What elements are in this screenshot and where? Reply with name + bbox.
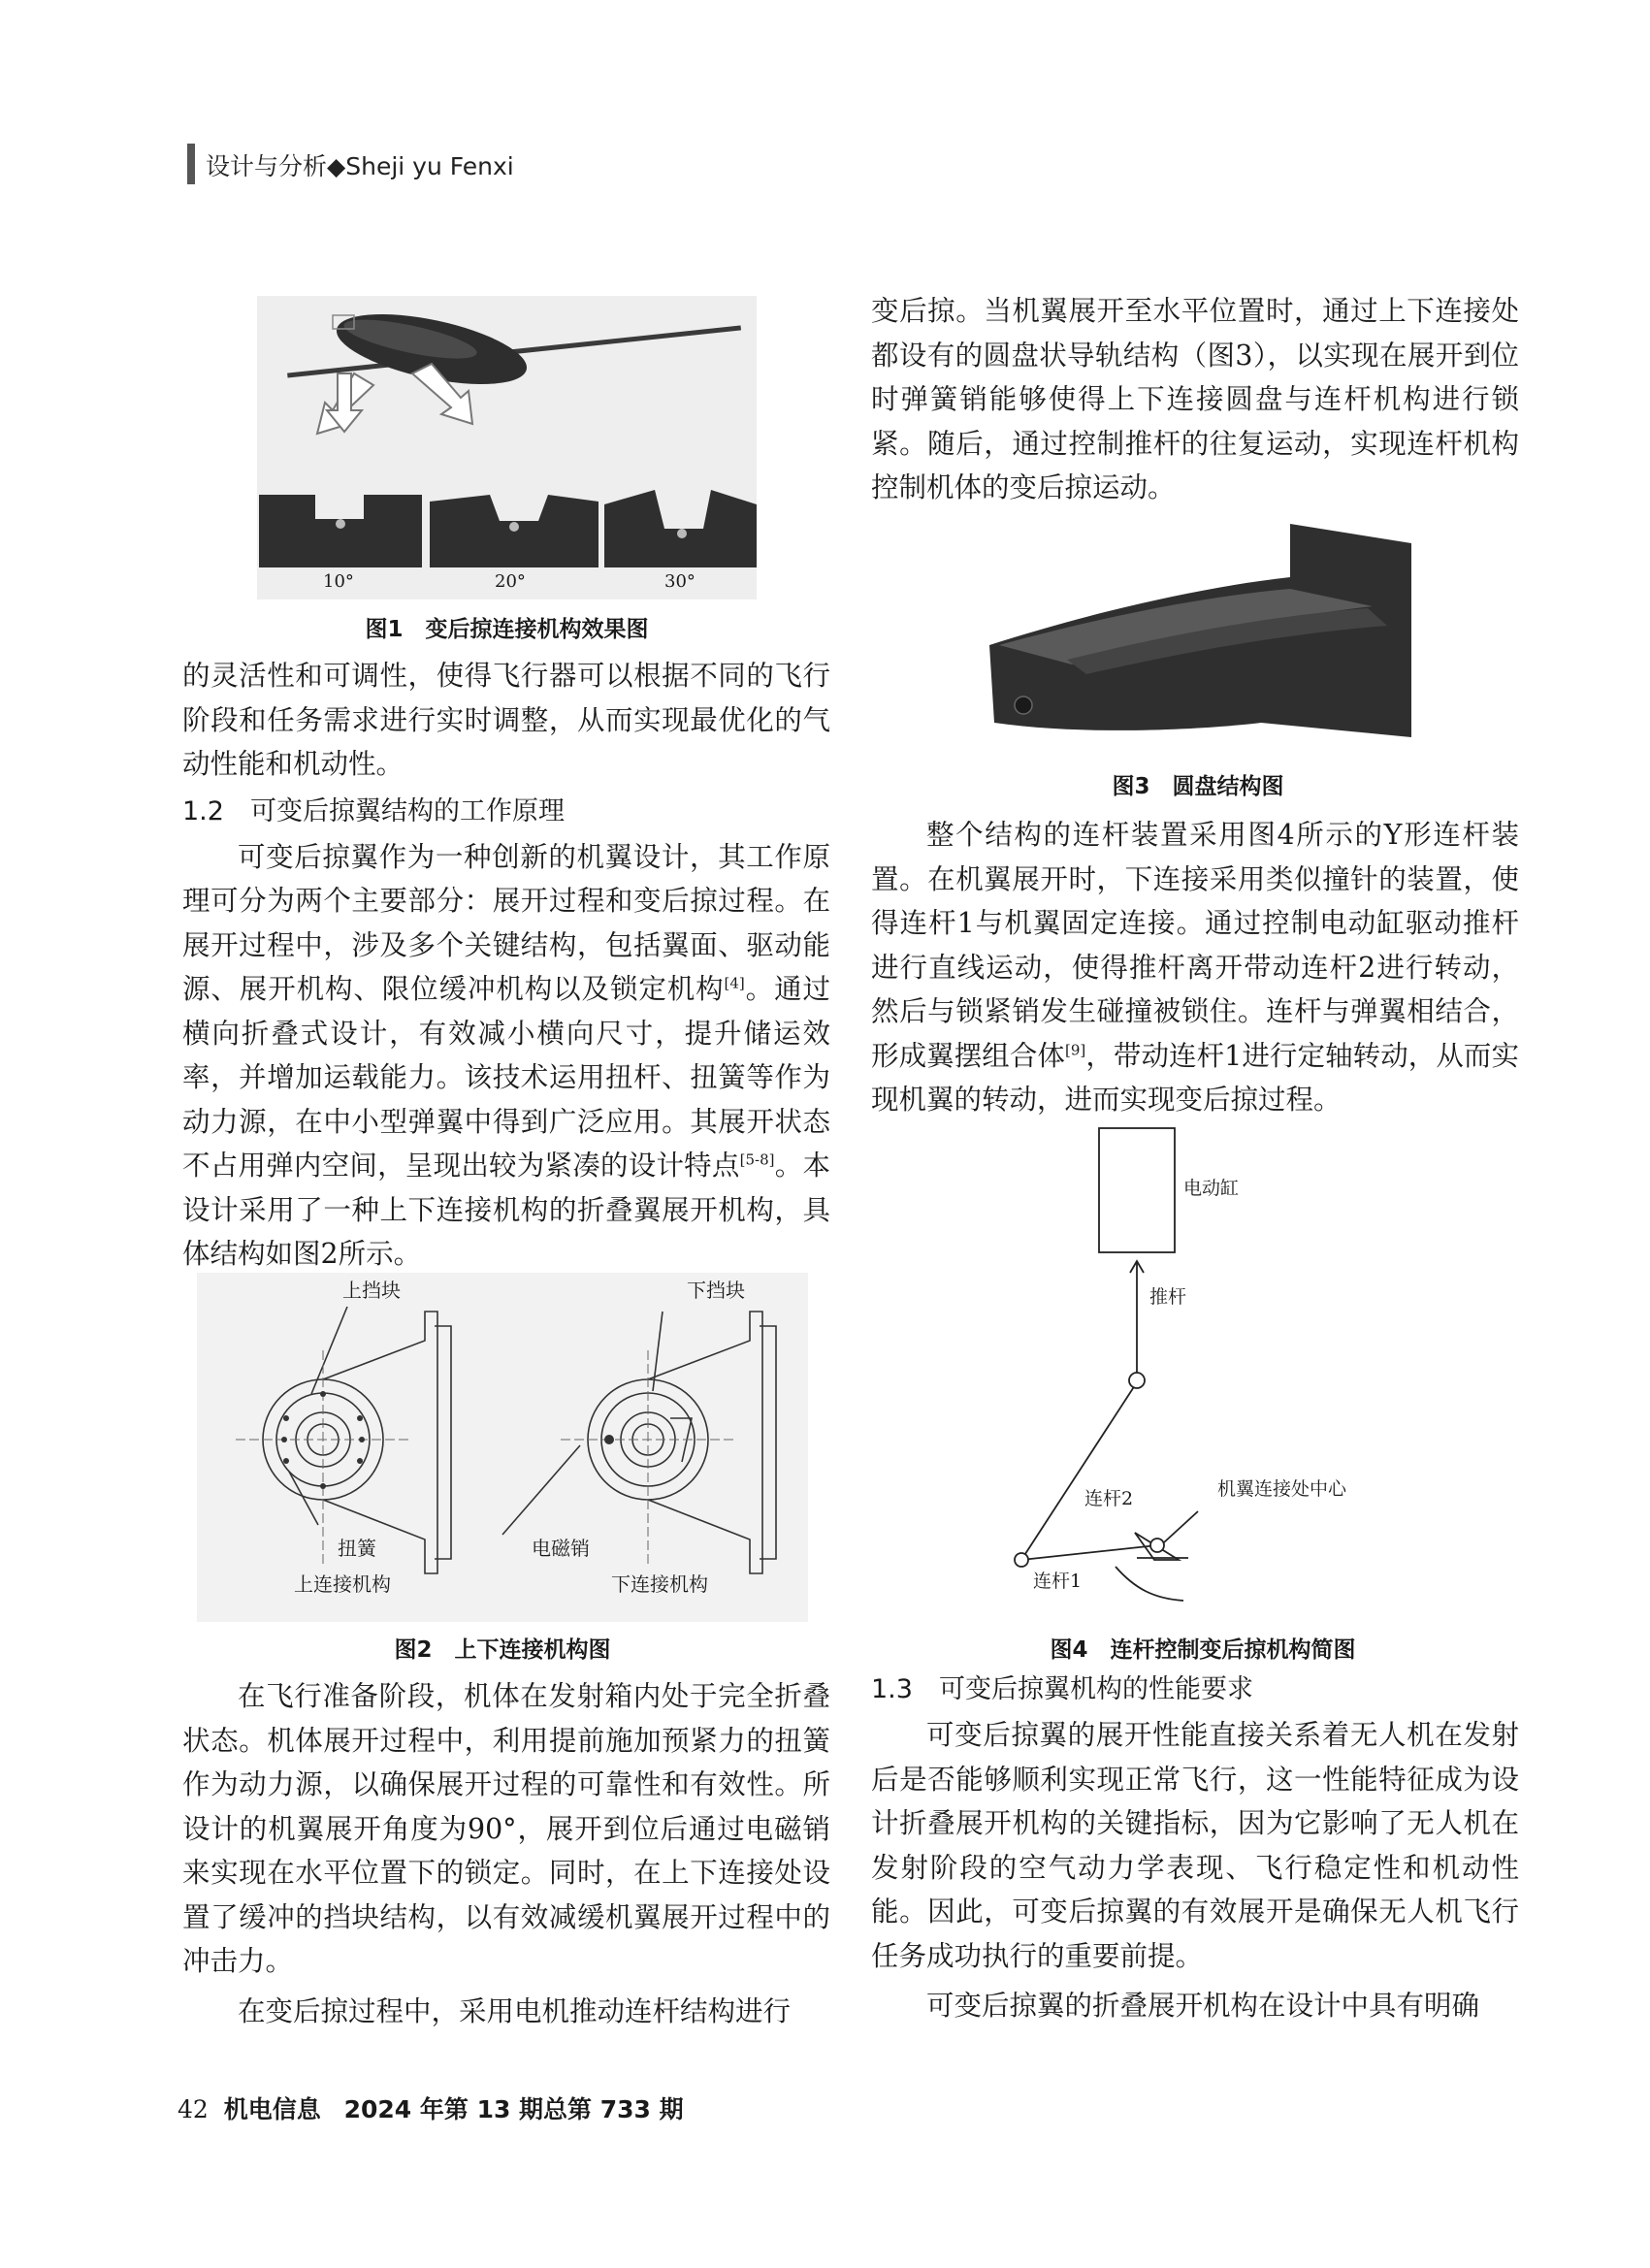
figure1-image xyxy=(257,296,757,599)
figure4-caption: 图4 连杆控制变后掠机构简图 xyxy=(1050,1637,1356,1663)
right-para3: 可变后掠翼的展开性能直接关系着无人机在发射后是否能够顺利实现正常飞行，这一性能特征成为设计折叠展开机构的关键指标，因为它影响了无人机在发射阶段的空气动力学表现、飞行稳定性和机动性能。因此，可变后掠翼的有效展开是确保无人机飞行任务成功执行的重要前提。 xyxy=(871,1719,1519,1972)
citation-9: [9] xyxy=(1065,1041,1086,1058)
left-para3: 在飞行准备阶段，机体在发射箱内处于完全折叠状态。机体展开过程中，利用提前施加预紧力的扭簧作为动力源，以确保展开过程的可靠性和有效性。所设计的机翼展开角度为90°，展开到位后通过电磁销来实现在水平位置下的锁定。同时，在上下连接处设置了缓冲的挡块结构，以有效减缓机翼展开过程中的冲击力。 xyxy=(182,1680,830,1977)
figure2-image xyxy=(197,1273,808,1622)
left-para1: 的灵活性和可调性，使得飞行器可以根据不同的飞行阶段和任务需求进行实时调整，从而实现最优化的气动性能和机动性。 xyxy=(182,660,830,780)
fig2-label-upper-mech: 上连接机构 xyxy=(294,1572,391,1596)
figure3-image xyxy=(980,519,1416,757)
section-1-3-heading: 1.3 可变后掠翼机构的性能要求 xyxy=(871,1674,1253,1704)
fig1-angle-20: 20° xyxy=(495,571,526,592)
right-para1: 变后掠。当机翼展开至水平位置时，通过上下连接处都设有的圆盘状导轨结构（图3），以实现在展开到位时弹簧销能够使得上下连接圆盘与连杆机构进行锁紧。随后，通过控制推杆的往复运动，实现连杆机构控制机体的变后掠运动。 xyxy=(871,295,1519,503)
page-footer xyxy=(178,2090,684,2125)
fig2-label-upper-block: 上挡块 xyxy=(342,1279,401,1302)
fig4-label-push-rod: 推杆 xyxy=(1149,1286,1187,1308)
figure1-caption: 图1 变后掠连接机构效果图 xyxy=(365,617,649,642)
left-para2: 可变后掠翼作为一种创新的机翼设计，其工作原理可分为两个主要部分：展开过程和变后掠过程。在展开过程中，涉及多个关键结构，包括翼面、驱动能源、展开机构、限位缓冲机构以及锁定机构[4]。通过横向折叠式设计，有效减小横向尺寸，提升储运效率，并增加运载能力。该技术运用扭杆、扭簧等作为动力源，在中小型弹翼中得到广泛应用。其展开状态不占用弹内空间，呈现出较为紧凑的设计特点[5-8]。本设计采用了一种上下连接机构的折叠翼展开机构，具体结构如图2所示。 xyxy=(182,840,830,1270)
citation-4: [4] xyxy=(724,974,745,992)
left-column-bottom xyxy=(182,1674,830,2033)
right-column-bottom xyxy=(871,1665,1519,2028)
left-para4: 在变后掠过程中，采用电机推动连杆结构进行 xyxy=(238,1994,792,2027)
fig2-label-torsion-spring: 扭簧 xyxy=(338,1537,376,1560)
issue-info: 2024 年第 13 期总第 733 期 xyxy=(343,2095,684,2123)
fig4-label-cylinder: 电动缸 xyxy=(1183,1178,1240,1199)
left-column-top xyxy=(182,654,830,1277)
fig4-label-wing-center: 机翼连接处中心 xyxy=(1217,1478,1347,1500)
right-para2: 整个结构的连杆装置采用图4所示的Y形连杆装置。在机翼展开时，下连接采用类似撞针的装置，使得连杆1与机翼固定连接。通过控制电动缸驱动推杆进行直线运动，使得推杆离开带动连杆2进行转动，然后与锁紧销发生碰撞被锁住。连杆与弹翼相结合，形成翼摆组合体[9]，带动连杆1进行定轴转动，从而实现机翼的转动，进而实现变后掠过程。 xyxy=(871,819,1519,1116)
fig2-label-solenoid-pin: 电磁销 xyxy=(532,1537,590,1560)
journal-name: 机电信息 xyxy=(223,2095,321,2123)
citation-5-8: [5-8] xyxy=(739,1150,775,1169)
figure2-caption: 图2 上下连接机构图 xyxy=(394,1637,611,1663)
fig2-label-lower-mech: 下连接机构 xyxy=(611,1572,708,1596)
fig4-label-link1: 连杆1 xyxy=(1033,1571,1083,1592)
figure3-caption: 图3 圆盘结构图 xyxy=(1112,774,1284,799)
header-diamond: ◆ xyxy=(327,152,346,180)
header-pinyin: Sheji yu Fenxi xyxy=(345,152,514,180)
right-column-top xyxy=(871,289,1519,510)
page-number: 42 xyxy=(178,2095,209,2123)
figure4-image xyxy=(999,1125,1407,1615)
fig1-angle-30: 30° xyxy=(664,571,696,592)
section-1-2-heading: 1.2 可变后掠翼结构的工作原理 xyxy=(182,795,565,826)
running-header xyxy=(206,147,514,182)
header-bar xyxy=(187,144,195,184)
fig1-angle-10: 10° xyxy=(323,571,354,592)
header-section: 设计与分析 xyxy=(206,152,328,180)
fig4-label-link2: 连杆2 xyxy=(1084,1488,1134,1509)
right-para4: 可变后掠翼的折叠展开机构在设计中具有明确 xyxy=(926,1990,1480,2022)
right-column-middle xyxy=(871,813,1519,1122)
fig2-label-lower-block: 下挡块 xyxy=(687,1279,745,1302)
